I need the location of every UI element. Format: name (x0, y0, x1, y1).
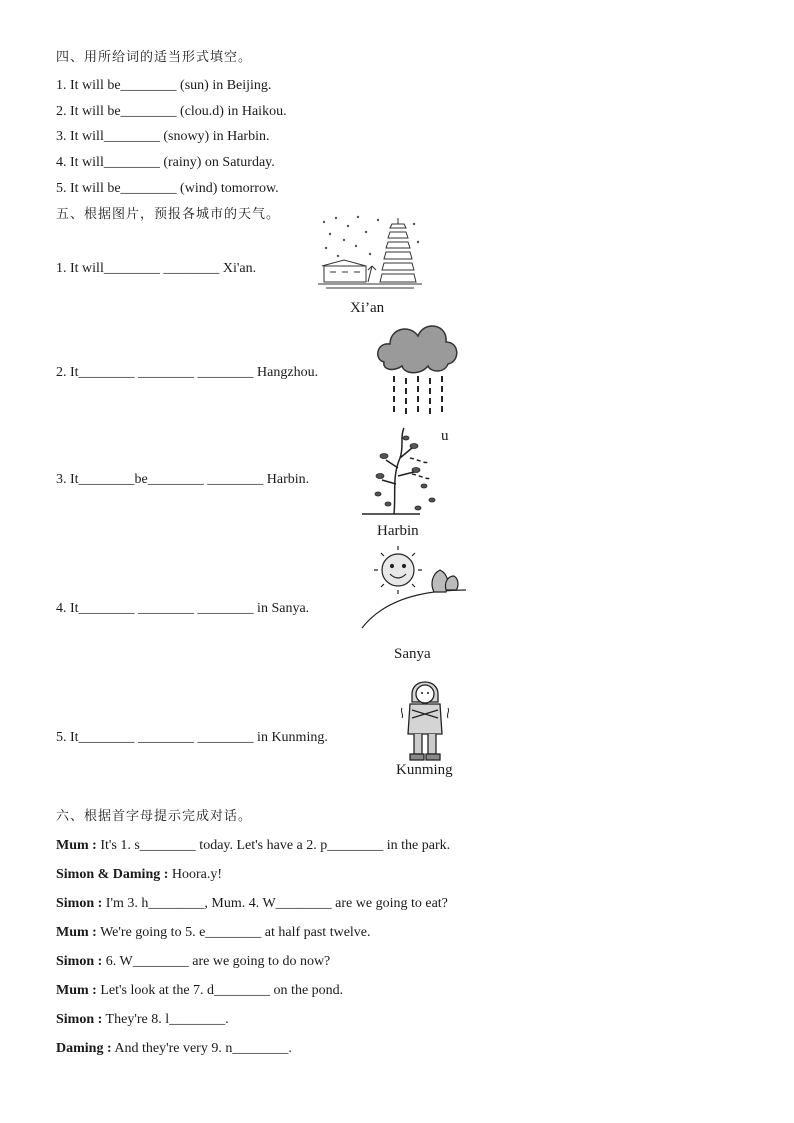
dialogue-speaker: Simon : (56, 896, 103, 911)
dialogue-text: I'm 3. h________, Mum. 4. W________ are we going to eat? (105, 896, 448, 911)
section4-item-1: 1. It will be________ (sun) in Beijing. (56, 78, 272, 93)
dialogue-speaker: Simon : (56, 954, 103, 969)
section4-item-4: 4. It will________ (rainy) on Saturday. (56, 155, 275, 170)
cold-person-icon (398, 674, 452, 762)
dialogue-speaker: Mum : (56, 983, 97, 998)
dialogue-line-6 (56, 982, 343, 1000)
section5-item-5: 5. It________ ________ ________ in Kunming. (56, 730, 328, 745)
section4-item-2: 2. It will be________ (clou.d) in Haikou. (56, 104, 287, 119)
section5-heading: 五、根据图片，预报各城市的天气。 (56, 207, 281, 222)
section4-item-5: 5. It will be________ (wind) tomorrow. (56, 181, 279, 196)
dialogue-line-5 (56, 953, 330, 971)
section5-item-2: 2. It________ ________ ________ Hangzhou. (56, 365, 319, 380)
section6-heading: 六、根据首字母提示完成对话。 (56, 809, 253, 824)
section4-item-3: 3. It will________ (snowy) in Harbin. (56, 129, 270, 144)
caption-harbin: Harbin (377, 523, 419, 539)
dialogue-line-3 (56, 895, 448, 913)
dialogue-speaker: Mum : (56, 925, 97, 940)
dialogue-text: They're 8. l________. (105, 1012, 229, 1027)
dialogue-speaker: Mum : (56, 838, 97, 853)
section4-heading: 四、用所给词的适当形式填空。 (56, 50, 253, 65)
dialogue-text: We're going to 5. e________ at half past twelve. (100, 925, 371, 940)
sun-hill-icon (358, 544, 470, 632)
dialogue-text: Let's look at the 7. d________ on the pond. (100, 983, 344, 998)
dialogue-line-4 (56, 924, 371, 942)
caption-sanya: Sanya (394, 646, 431, 662)
dialogue-speaker: Simon : (56, 1012, 103, 1027)
dialogue-line-2 (56, 866, 222, 884)
caption-xian: Xi’an (350, 300, 385, 316)
dialogue-line-1 (56, 837, 450, 855)
rain-cloud-icon (374, 316, 462, 420)
dialogue-text: Hoora.y! (171, 867, 223, 882)
section5-item-4: 4. It________ ________ ________ in Sanya. (56, 601, 310, 616)
section5-item-1: 1. It will________ ________ Xi'an. (56, 261, 257, 276)
dialogue-speaker: Daming : (56, 1041, 112, 1056)
windy-tree-icon (360, 424, 440, 516)
snow-pagoda-icon (318, 214, 424, 294)
dialogue-text: And they're very 9. n________. (114, 1041, 292, 1056)
caption-u: u (441, 428, 449, 444)
dialogue-line-8 (56, 1040, 292, 1058)
caption-kunming: Kunming (396, 762, 453, 778)
dialogue-line-7 (56, 1011, 229, 1029)
dialogue-text: 6. W________ are we going to do now? (105, 954, 331, 969)
dialogue-text: It's 1. s________ today. Let's have a 2. p________ in the park. (100, 838, 451, 853)
section5-item-3: 3. It________be________ ________ Harbin. (56, 472, 310, 487)
dialogue-speaker: Simon & Daming : (56, 867, 169, 882)
